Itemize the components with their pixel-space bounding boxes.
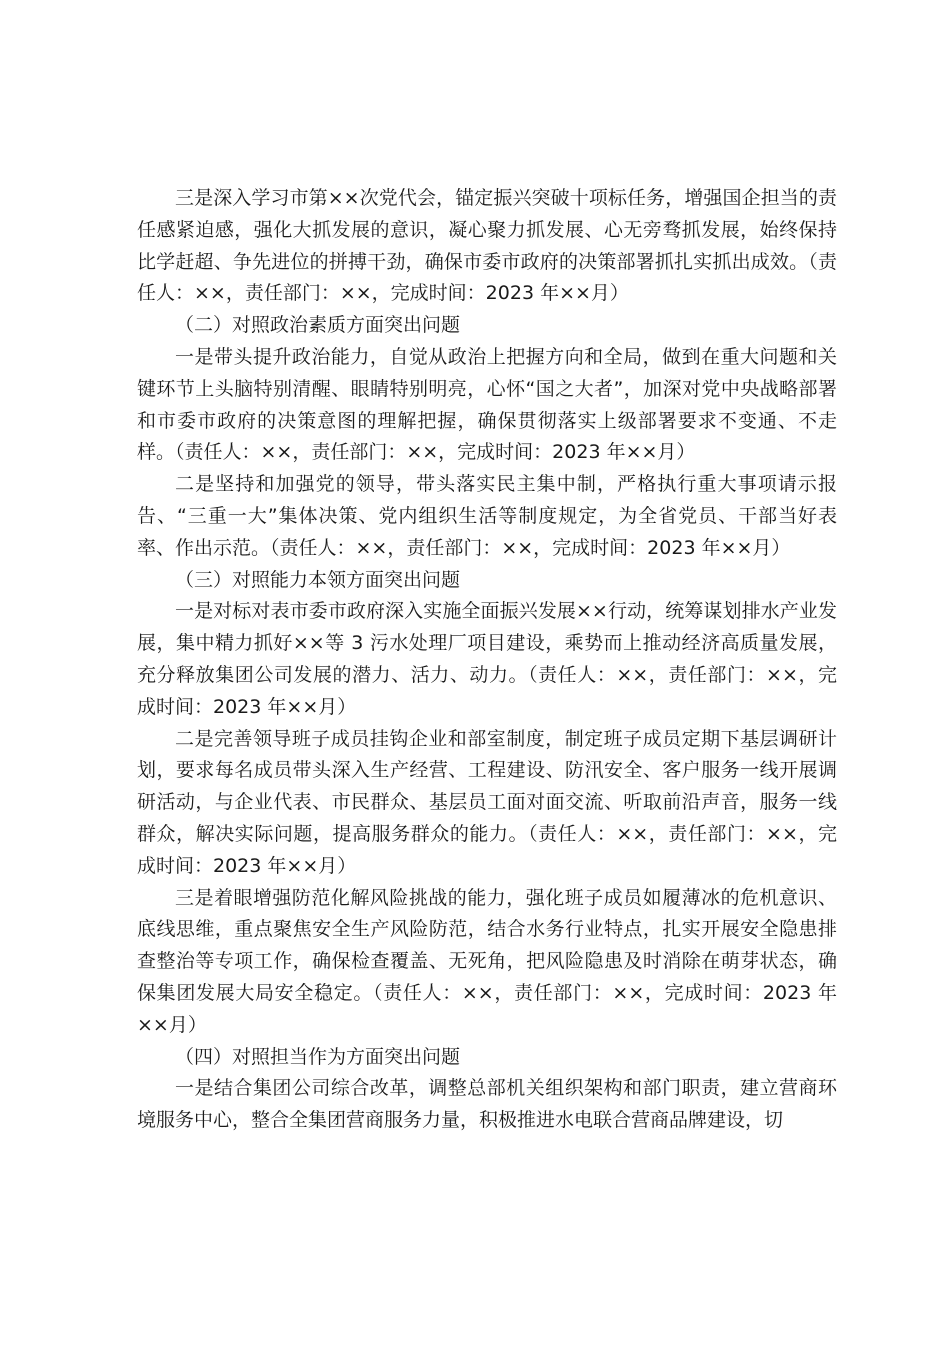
section-heading-4: （四）对照担当作为方面突出问题 bbox=[175, 1045, 461, 1068]
paragraph-development-action: 一是对标对表市委市政府深入实施全面振兴发展××行动，统筹谋划排水产业发展，集中精力抓好××等 3 污水处理厂项目建设，乘势而上推动经济高质量发展，充分释放集团公司发展的潜力、活力、动力。（责任人：××，责任部门：××，完成时间：2023 年××月） bbox=[137, 600, 837, 718]
paragraph-grassroots-research: 二是完善领导班子成员挂钩企业和部室制度，制定班子成员定期下基层调研计划，要求每名成员带头深入生产经营、工程建设、防汛安全、客户服务一线开展调研活动，与企业代表、市民群众、基层员工面对面交流、听取前沿声音，服务一线群众，解决实际问题，提高服务群众的能力。（责任人：××，责任部门：××，完成时间：2023 年××月） bbox=[137, 727, 837, 877]
paragraph-item-3-study: 三是深入学习市第××次党代会，锚定振兴突破十项标任务，增强国企担当的责任感紧迫感，强化大抓发展的意识，凝心聚力抓发展、心无旁骛抓发展，始终保持比学赶超、争先进位的拼搏干劲，确保市委市政府的决策部署抓扎实抓出成效。（责任人：××，责任部门：××，完成时间：2023 年××月） bbox=[137, 187, 837, 305]
paragraph-political-ability: 一是带头提升政治能力，自觉从政治上把握方向和全局，做到在重大问题和关键环节上头脑特别清醒、眼睛特别明亮，心怀“国之大者”，加深对党中央战略部署和市委市政府的决策意图的理解把握，确保贯彻落实上级部署要求不变通、不走样。（责任人：××，责任部门：××，完成时间：2023 年××月） bbox=[137, 345, 837, 464]
paragraph-party-leadership: 二是坚持和加强党的领导，带头落实民主集中制，严格执行重大事项请示报告、“三重一大”集体决策、党内组织生活等制度规定，为全省党员、干部当好表率、作出示范。（责任人：××，责任部门：××，完成时间：2023 年××月） bbox=[137, 473, 837, 559]
document-body bbox=[137, 183, 837, 1137]
paragraph-risk-prevention: 三是着眼增强防范化解风险挑战的能力，强化班子成员如履薄冰的危机意识、底线思维，重点聚焦安全生产风险防范，结合水务行业特点，扎实开展安全隐患排查整治等专项工作，确保检查覆盖、无死角，把风险隐患及时消除在萌芽状态，确保集团发展大局安全稳定。（责任人：××，责任部门：××，完成时间：2023 年××月） bbox=[137, 886, 837, 1036]
paragraph-comprehensive-reform: 一是结合集团公司综合改革，调整总部机关组织架构和部门职责，建立营商环境服务中心，整合全集团营商服务力量，积极推进水电联合营商品牌建设，切 bbox=[137, 1077, 837, 1132]
section-heading-2: （二）对照政治素质方面突出问题 bbox=[175, 314, 461, 337]
section-heading-3: （三）对照能力本领方面突出问题 bbox=[175, 568, 461, 591]
